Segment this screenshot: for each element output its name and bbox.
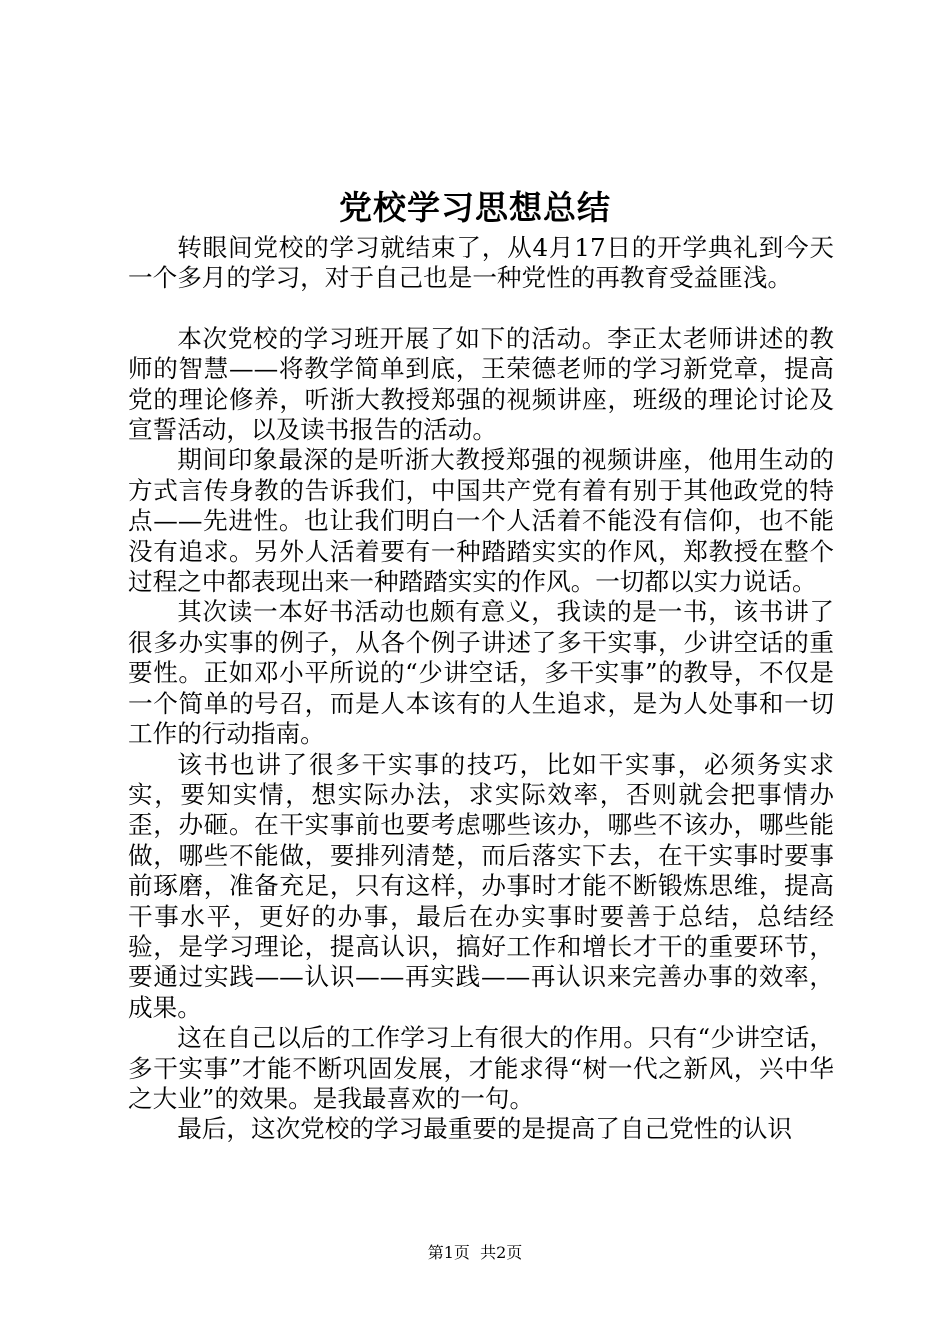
paragraph-6: 这在自己以后的工作学习上有很大的作用。只有“少讲空话，多干实事”才能不断巩固发展，才能求得“树一代之新风，兴中华之大业”的效果。是我最喜欢的一句。 <box>128 1023 834 1113</box>
paragraph-3: 期间印象最深的是听浙大教授郑强的视频讲座，他用生动的方式言传身教的告诉我们，中国共产党有着有别于其他政党的特点——先进性。也让我们明白一个人活着不能没有信仰，也不能没有追求。另外人活着要有一种踏踏实实的作风，郑教授在整个过程之中都表现出来一种踏踏实实的作风。一切都以实力说话。 <box>128 445 834 597</box>
paragraph-4: 其次读一本好书活动也颇有意义，我读的是一书，该书讲了很多办实事的例子，从各个例子讲述了多干实事，少讲空话的重要性。正如邓小平所说的“少讲空话，多干实事”的教导，不仅是一个简单的号召，而是人本该有的人生追求，是为人处事和一切工作的行动指南。 <box>128 597 834 749</box>
paragraph-1: 转眼间党校的学习就结束了，从4月17日的开学典礼到今天一个多月的学习，对于自己也是一种党性的再教育受益匪浅。 <box>128 233 834 293</box>
document-body <box>128 233 834 1145</box>
document-title: 党校学习思想总结 <box>339 188 611 227</box>
paragraph-5: 该书也讲了很多干实事的技巧，比如干实事，必须务实求实，要知实情，想实际办法，求实际效率，否则就会把事情办歪，办砸。在干实事前也要考虑哪些该办，哪些不该办，哪些能做，哪些不能做，要排列清楚，而后落实下去，在干实事时要事前琢磨，准备充足，只有这样，办事时才能不断锻炼思维，提高干事水平，更好的办事，最后在办实事时要善于总结，总结经验，是学习理论，提高认识，搞好工作和增长才干的重要环节，要通过实践——认识——再实践——再认识来完善办事的效率，成果。 <box>128 749 834 1022</box>
paragraph-2: 本次党校的学习班开展了如下的活动。李正太老师讲述的教师的智慧——将教学简单到底，王荣德老师的学习新党章，提高党的理论修养，听浙大教授郑强的视频讲座，班级的理论讨论及宣誓活动，以及读书报告的活动。 <box>128 323 834 445</box>
page-footer-indicator: 第1页 共2页 <box>427 1243 523 1262</box>
paragraph-7: 最后，这次党校的学习最重要的是提高了自己党性的认识 <box>177 1114 793 1144</box>
